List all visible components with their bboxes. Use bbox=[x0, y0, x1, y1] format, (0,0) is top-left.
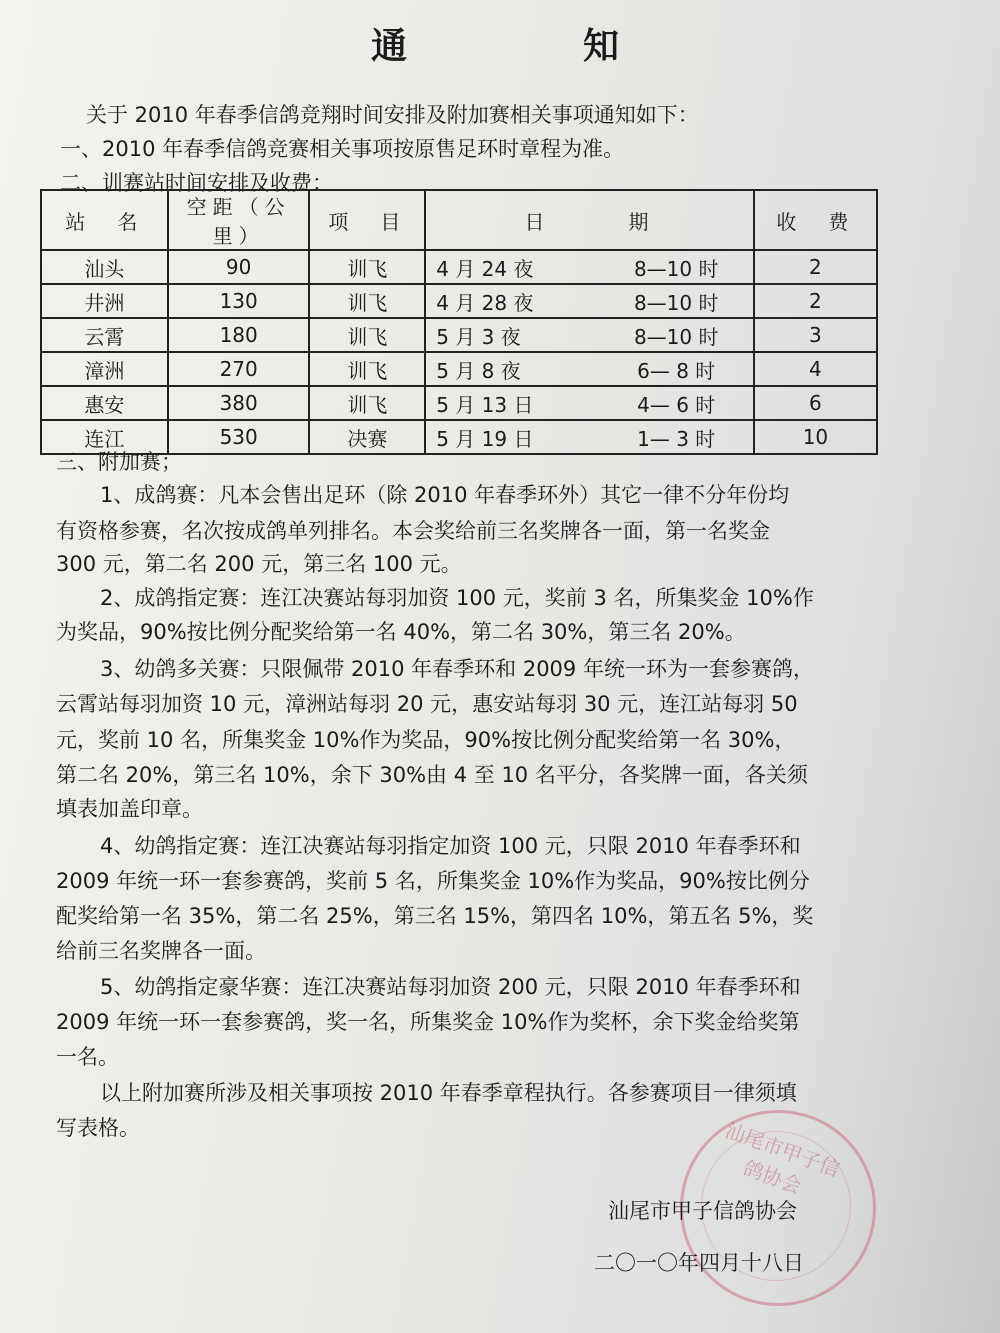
distance-cell: 530 bbox=[168, 420, 310, 454]
station-cell: 连江 bbox=[41, 420, 168, 454]
station-cell: 井洲 bbox=[41, 284, 168, 318]
table-row bbox=[41, 284, 877, 318]
station-cell: 云霄 bbox=[41, 318, 168, 352]
date-text: 4 月 24 夜 bbox=[436, 256, 534, 281]
body-line: 2、成鸽指定赛：连江决赛站每羽加资 100 元，奖前 3 名，所集奖金 10%作 bbox=[100, 586, 814, 610]
fee-cell: 4 bbox=[754, 352, 877, 386]
distance-cell: 130 bbox=[168, 284, 310, 318]
fee-cell: 3 bbox=[754, 318, 877, 352]
date-text: 5 月 13 日 bbox=[436, 392, 534, 417]
table-header-row bbox=[41, 190, 877, 250]
station-cell: 漳洲 bbox=[41, 352, 168, 386]
section-2-heading: 二、训赛站时间安排及收费： bbox=[60, 171, 333, 195]
signature-date: 二〇一〇年四月十八日 bbox=[594, 1251, 804, 1275]
time-text: 8—10 时 bbox=[633, 290, 719, 315]
header-fee: 收 费 bbox=[754, 190, 877, 250]
body-line: 以上附加赛所涉及相关事项按 2010 年春季章程执行。各参赛项目一律须填 bbox=[100, 1081, 797, 1105]
time-text: 8—10 时 bbox=[633, 256, 719, 281]
time-text: 1— 3 时 bbox=[637, 426, 716, 451]
type-cell: 训飞 bbox=[309, 352, 425, 386]
station-cell: 汕头 bbox=[41, 250, 168, 284]
body-line: 4、幼鸽指定赛：连江决赛站每羽指定加资 100 元，只限 2010 年春季环和 bbox=[100, 834, 801, 858]
type-cell: 训飞 bbox=[309, 386, 425, 420]
schedule-table bbox=[40, 189, 878, 455]
date-text: 5 月 19 日 bbox=[436, 426, 534, 451]
table-row bbox=[41, 420, 877, 454]
document-title: 通 知 bbox=[370, 25, 689, 67]
date-cell bbox=[425, 318, 754, 352]
type-cell: 决赛 bbox=[309, 420, 425, 454]
body-line: 为奖品，90%按比例分配奖给第一名 40%，第二名 30%，第三名 20%。 bbox=[56, 620, 746, 644]
station-cell: 惠安 bbox=[41, 386, 168, 420]
body-line: 2009 年统一环一套参赛鸽，奖前 5 名，所集奖金 10%作为奖品，90%按比例分 bbox=[56, 869, 810, 893]
fee-cell: 10 bbox=[754, 420, 877, 454]
header-type: 项 目 bbox=[309, 190, 425, 250]
body-line: 5、幼鸽指定豪华赛：连江决赛站每羽加资 200 元，只限 2010 年春季环和 bbox=[100, 975, 801, 999]
body-line: 填表加盖印章。 bbox=[56, 797, 203, 821]
body-line: 300 元，第二名 200 元，第三名 100 元。 bbox=[56, 552, 462, 576]
intro-line: 关于 2010 年春季信鸽竞翔时间安排及附加赛相关事项通知如下： bbox=[86, 103, 699, 127]
body-line: 元，奖前 10 名，所集奖金 10%作为奖品，90%按比例分配奖给第一名 30%， bbox=[56, 728, 796, 752]
time-text: 8—10 时 bbox=[633, 324, 719, 349]
type-cell: 训飞 bbox=[309, 318, 425, 352]
header-station: 站 名 bbox=[41, 190, 168, 250]
date-cell bbox=[425, 386, 754, 420]
body-line: 给前三名奖牌各一面。 bbox=[56, 939, 266, 963]
date-cell bbox=[425, 250, 754, 284]
body-line: 3、幼鸽多关赛：只限佩带 2010 年春季环和 2009 年统一环为一套参赛鸽， bbox=[100, 657, 814, 681]
section-1: 一、2010 年春季信鸽竞赛相关事项按原售足环时章程为准。 bbox=[60, 137, 625, 161]
body-line: 有资格参赛，名次按成鸽单列排名。本会奖给前三名奖牌各一面，第一名奖金 bbox=[56, 519, 770, 543]
date-cell bbox=[425, 284, 754, 318]
fee-cell: 6 bbox=[754, 386, 877, 420]
body-line: 2009 年统一环一套参赛鸽，奖一名，所集奖金 10%作为奖杯，余下奖金给奖第 bbox=[56, 1010, 800, 1034]
body-line: 1、成鸽赛：凡本会售出足环（除 2010 年春季环外）其它一律不分年份均 bbox=[100, 483, 790, 507]
body-line: 写表格。 bbox=[56, 1116, 140, 1140]
body-line: 一名。 bbox=[56, 1045, 119, 1069]
fee-cell: 2 bbox=[754, 284, 877, 318]
time-text: 6— 8 时 bbox=[637, 358, 716, 383]
date-text: 4 月 28 夜 bbox=[436, 290, 534, 315]
header-date: 日 期 bbox=[425, 190, 754, 250]
table-row bbox=[41, 386, 877, 420]
distance-cell: 180 bbox=[168, 318, 310, 352]
seal-text: 汕尾市甲子信鸽协会 bbox=[721, 1117, 843, 1199]
date-cell bbox=[425, 420, 754, 454]
fee-cell: 2 bbox=[754, 250, 877, 284]
distance-cell: 90 bbox=[168, 250, 310, 284]
section-3-heading: 三、附加赛； bbox=[56, 450, 182, 474]
table-row bbox=[41, 318, 877, 352]
header-distance: 空距（公里） bbox=[168, 190, 310, 250]
body-line: 云霄站每羽加资 10 元，漳洲站每羽 20 元，惠安站每羽 30 元，连江站每羽 50 bbox=[56, 692, 798, 716]
date-text: 5 月 8 夜 bbox=[436, 358, 521, 383]
type-cell: 训飞 bbox=[309, 284, 425, 318]
table-row bbox=[41, 250, 877, 284]
distance-cell: 270 bbox=[168, 352, 310, 386]
body-line: 配奖给第一名 35%，第二名 25%，第三名 15%，第四名 10%，第五名 5%，奖 bbox=[56, 904, 814, 928]
body-line: 第二名 20%，第三名 10%，余下 30%由 4 至 10 名平分，各奖牌一面，各关须 bbox=[56, 763, 808, 787]
type-cell: 训飞 bbox=[309, 250, 425, 284]
time-text: 4— 6 时 bbox=[637, 392, 716, 417]
date-text: 5 月 3 夜 bbox=[436, 324, 521, 349]
signature-org: 汕尾市甲子信鸽协会 bbox=[608, 1199, 797, 1223]
date-cell bbox=[425, 352, 754, 386]
distance-cell: 380 bbox=[168, 386, 310, 420]
table-row bbox=[41, 352, 877, 386]
